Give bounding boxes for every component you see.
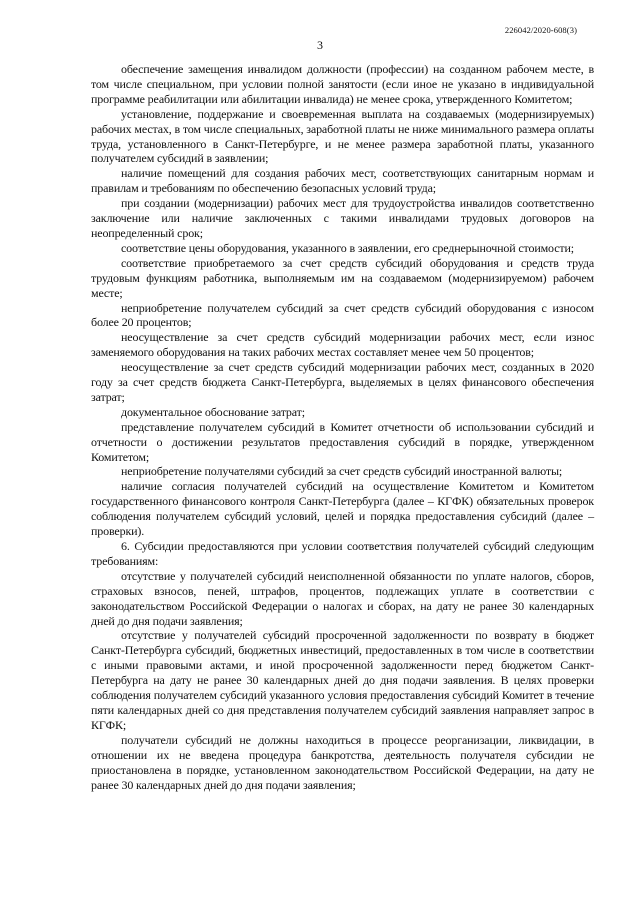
paragraph: соответствие цены оборудования, указанного в заявлении, его среднерыночной стоимости; (121, 240, 574, 255)
document-body (91, 62, 594, 792)
paragraph: неприобретение получателем субсидий за счет средств субсидий оборудования с износом более 20 процентов; (91, 300, 594, 330)
paragraph: неосуществление за счет средств субсидий модернизации рабочих мест, если износ заменяемого оборудования на таких рабочих местах составляет менее чем 50 процентов; (91, 330, 594, 360)
paragraph: обеспечение замещения инвалидом должности (профессии) на созданном рабочем месте, в том числе специальном, при условии полной занятости (если иное не указано в индивидуальной программе реабилитации или абилитации инвалида) не менее срока, утвержденного Комитетом; (91, 62, 594, 106)
paragraph: соответствие приобретаемого за счет средств субсидий оборудования и средств труда трудовым функциям работника, выполняемым им на создаваемом (модернизируемом) рабочем месте; (91, 255, 594, 300)
paragraph: представление получателем субсидий в Комитет отчетности об использовании субсидий и отчетности о достижении результатов предоставления субсидий в порядке, утвержденном Комитетом; (91, 419, 594, 464)
paragraph: неосуществление за счет средств субсидий модернизации рабочих мест, созданных в 2020 году за счет средств бюджета Санкт-Петербурга, выделяемых в целях финансового обеспечения затрат; (91, 360, 594, 404)
page-number: 3 (317, 38, 323, 52)
paragraph: отсутствие у получателей субсидий просроченной задолженности по возврату в бюджет Санкт-Петербурга субсидий, бюджетных инвестиций, предоставленных в том числе в соответствии с иными правовыми актами, и иной просроченной задолженности перед бюджетом Санкт-Петербурга на дату не ранее 30 календарных дней до дня подачи заявления. В целях проверки соблюдения получателем субсидий указанного условия предоставления субсидий Комитет в течение пяти календарных дней со дня представления получателем субсидий заявления направляет запрос в КГФК; (91, 628, 594, 732)
paragraph: при создании (модернизации) рабочих мест для трудоустройства инвалидов соответственно заключение или наличие заключенных с такими инвалидами трудовых договоров на неопределенный срок; (91, 196, 594, 240)
paragraph: неприобретение получателями субсидий за счет средств субсидий иностранной валюты; (121, 464, 563, 479)
paragraph: установление, поддержание и своевременная выплата на создаваемых (модернизируемых) рабочих местах, в том числе специальных, заработной платы не ниже минимального размера оплаты труда, установленного в Санкт-Петербурге, и не менее размера заработной платы, указанного получателем субсидий в заявлении; (91, 106, 594, 166)
document-id: 226042/2020-608(3) (504, 25, 577, 35)
paragraph: наличие помещений для создания рабочих мест, соответствующих санитарным нормам и правилам и требованиям по обеспечению безопасных условий труда; (91, 166, 594, 196)
section-6-heading-paragraph: 6. Субсидии предоставляются при условии соответствия получателей субсидий следующим требованиям: (91, 539, 594, 568)
paragraph: наличие согласия получателей субсидий на осуществление Комитетом и Комитетом государственного финансового контроля Санкт-Петербурга (далее – КГФК) обязательных проверок соблюдения получателем субсидий условий, целей и порядка предоставления субсидий (далее – проверки). (91, 479, 594, 539)
paragraph: документальное обоснование затрат; (121, 404, 305, 419)
paragraph: отсутствие у получателей субсидий неисполненной обязанности по уплате налогов, сборов, страховых взносов, пеней, штрафов, процентов, подлежащих уплате в соответствии с законодательством Российской Федерации о налогах и сборах, на дату не ранее 30 календарных дней до дня подачи заявления; (91, 568, 594, 628)
paragraph: получатели субсидий не должны находиться в процессе реорганизации, ликвидации, в отношении их не введена процедура банкротства, деятельность получателя субсидии не приостановлена в порядке, установленном законодательством Российской Федерации, на дату не ранее 30 календарных дней до дня подачи заявления; (91, 732, 594, 792)
